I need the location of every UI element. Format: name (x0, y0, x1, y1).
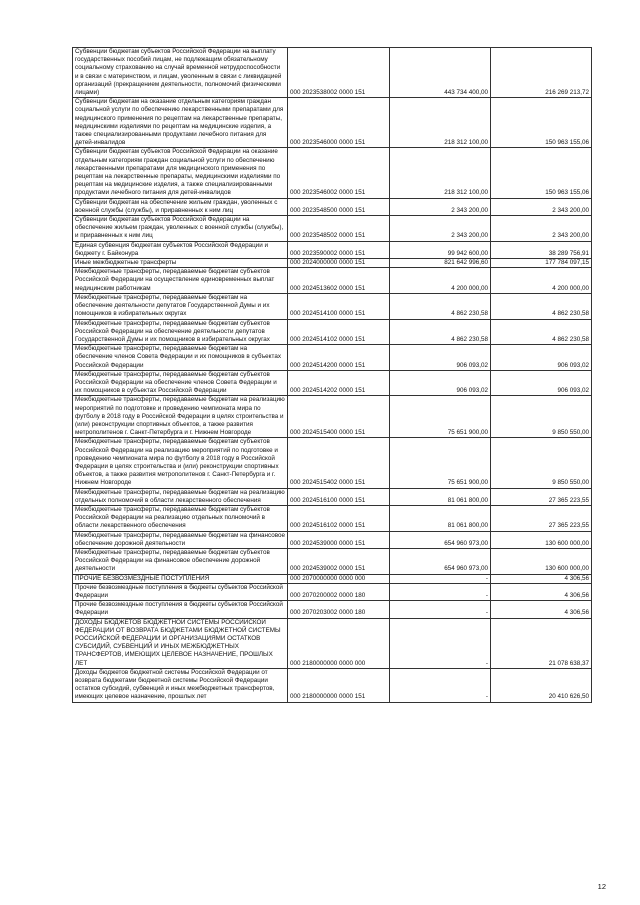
row-fact-amount-cell: 4 306,56 (491, 601, 592, 618)
row-name-cell: Субвенции бюджетам субъектов Российской Федерации на выплату государственных пособий лицам, не подлежащим обязательному социальному страхованию на случай временной нетрудоспособности и в связи с материнством, и лицам, уволенным в связи с ликвидацией организаций (прекращением деятельности, полномочий физическими лицами) (73, 48, 288, 98)
row-name-cell: Межбюджетные трансферты, передаваемые бюджетам субъектов Российской Федерации на обеспечение членов Совета Федерации и их помощников в субъектах Российской Федерации (73, 370, 288, 396)
row-plan-amount-cell: 81 061 800,00 (390, 505, 491, 531)
row-code-cell: 000 2024000000 0000 151 (288, 259, 390, 268)
row-plan-amount-cell: 2 343 200,00 (390, 216, 491, 242)
row-fact-amount-cell: 27 365 223,55 (491, 505, 592, 531)
row-fact-amount-cell: 216 269 213,72 (491, 48, 592, 98)
row-name-cell: Межбюджетные трансферты, передаваемые бюджетам субъектов Российской Федерации на осуществление единовременных выплат медицинским работникам (73, 268, 288, 294)
table-row (73, 488, 592, 505)
row-fact-amount-cell: 9 850 550,00 (491, 438, 592, 488)
table-row (73, 198, 592, 215)
row-code-cell: 000 2024514202 0000 151 (288, 370, 390, 396)
row-name-cell: Межбюджетные трансферты, передаваемые бюджетам на обеспечение членов Совета Федерации и их помощников в субъектах Российской Федерации (73, 345, 288, 371)
row-fact-amount-cell: 2 343 200,00 (491, 198, 592, 215)
row-code-cell: 000 2023546000 0000 151 (288, 98, 390, 148)
row-plan-amount-cell: 218 312 100,00 (390, 148, 491, 198)
row-fact-amount-cell: 150 963 155,06 (491, 98, 592, 148)
budget-table-container (72, 47, 591, 703)
row-fact-amount-cell: 21 078 638,37 (491, 618, 592, 668)
row-plan-amount-cell: - (390, 601, 491, 618)
row-name-cell: Субвенции бюджетам субъектов Российской Федерации на обеспечение жильем граждан, уволенных с военной службы (службы), и приравненных к ним лиц (73, 216, 288, 242)
row-name-cell: Межбюджетные трансферты, передаваемые бюджетам на реализацию отдельных полномочий в области лекарственного обеспечения (73, 488, 288, 505)
row-code-cell: 000 2024513602 0000 151 (288, 268, 390, 294)
table-row (73, 370, 592, 396)
row-plan-amount-cell: 75 651 900,00 (390, 396, 491, 438)
row-name-cell: ПРОЧИЕ БЕЗВОЗМЕЗДНЫЕ ПОСТУПЛЕНИЯ (73, 574, 288, 583)
row-plan-amount-cell: - (390, 583, 491, 600)
row-plan-amount-cell: 906 093,02 (390, 345, 491, 371)
row-plan-amount-cell: - (390, 574, 491, 583)
row-fact-amount-cell: 20 410 626,50 (491, 668, 592, 702)
row-plan-amount-cell: 4 862 230,58 (390, 319, 491, 345)
table-row (73, 241, 592, 258)
row-name-cell: Межбюджетные трансферты, передаваемые бюджетам субъектов Российской Федерации на реализацию отдельных полномочий в области лекарственного обеспечения (73, 505, 288, 531)
table-row (73, 583, 592, 600)
table-row (73, 574, 592, 583)
row-fact-amount-cell: 27 365 223,55 (491, 488, 592, 505)
row-plan-amount-cell: 218 312 100,00 (390, 98, 491, 148)
table-row (73, 668, 592, 702)
row-code-cell: 000 2024516100 0000 151 (288, 488, 390, 505)
row-code-cell: 000 2023548502 0000 151 (288, 216, 390, 242)
row-fact-amount-cell: 906 093,02 (491, 345, 592, 371)
table-row (73, 438, 592, 488)
table-row (73, 548, 592, 574)
row-code-cell: 000 2070200002 0000 180 (288, 583, 390, 600)
row-plan-amount-cell: 443 734 400,00 (390, 48, 491, 98)
row-name-cell: Межбюджетные трансферты, передаваемые бюджетам на реализацию мероприятий по подготовке и проведению чемпионата мира по футболу в 2018 году в Российской Федерации в целях строительства и (или) реконструкции спортивных объектов, а также развития метрополитенов г. Санкт-Петербурга и г. Нижнем Новгороде (73, 396, 288, 438)
row-code-cell: 000 2023548500 0000 151 (288, 198, 390, 215)
row-fact-amount-cell: 38 289 756,91 (491, 241, 592, 258)
row-name-cell: ДОХОДЫ БЮДЖЕТОВ БЮДЖЕТНОЙ СИСТЕМЫ РОССИЙСКОЙ ФЕДЕРАЦИИ ОТ ВОЗВРАТА БЮДЖЕТАМИ БЮДЖЕТНОЙ СИСТЕМЫ РОССИЙСКОЙ ФЕДЕРАЦИИ И ОРГАНИЗАЦИЯМИ ОСТАТКОВ СУБСИДИЙ, СУБВЕНЦИЙ И ИНЫХ МЕЖБЮДЖЕТНЫХ ТРАНСФЕРТОВ, ИМЕЮЩИХ ЦЕЛЕВОЕ НАЗНАЧЕНИЕ, ПРОШЛЫХ ЛЕТ (73, 618, 288, 668)
row-name-cell: Межбюджетные трансферты, передаваемые бюджетам субъектов Российской Федерации на реализацию мероприятий по подготовке и проведению чемпионата мира по футболу в 2018 году в Российской Федерации в целях строительства и (или) реконструкции спортивных объектов, а также развития метрополитенов г. Санкт-Петербурга и г. Нижнем Новгороде (73, 438, 288, 488)
table-row (73, 396, 592, 438)
row-fact-amount-cell: 4 306,56 (491, 583, 592, 600)
table-row (73, 293, 592, 319)
row-fact-amount-cell: 177 784 097,15 (491, 259, 592, 268)
table-row (73, 531, 592, 548)
row-fact-amount-cell: 150 963 155,06 (491, 148, 592, 198)
page-number: 12 (597, 882, 606, 891)
row-code-cell: 000 2024514100 0000 151 (288, 293, 390, 319)
row-name-cell: Прочие безвозмездные поступления в бюджеты субъектов Российской Федерации (73, 601, 288, 618)
table-row (73, 601, 592, 618)
table-row (73, 98, 592, 148)
row-name-cell: Иные межбюджетные трансферты (73, 259, 288, 268)
row-plan-amount-cell: 99 942 600,00 (390, 241, 491, 258)
row-code-cell: 000 2024516102 0000 151 (288, 505, 390, 531)
row-fact-amount-cell: 4 862 230,58 (491, 319, 592, 345)
row-plan-amount-cell: - (390, 668, 491, 702)
table-row (73, 319, 592, 345)
row-name-cell: Единая субвенция бюджетам субъектов Российской Федерации и бюджету г. Байконура (73, 241, 288, 258)
row-name-cell: Прочие безвозмездные поступления в бюджеты субъектов Российской Федерации (73, 583, 288, 600)
row-fact-amount-cell: 906 093,02 (491, 370, 592, 396)
row-code-cell: 000 2023590002 0000 151 (288, 241, 390, 258)
row-name-cell: Межбюджетные трансферты, передаваемые бюджетам на обеспечение деятельности депутатов Государственной Думы и их помощников в избирательных округах (73, 293, 288, 319)
row-name-cell: Субвенции бюджетам на обеспечение жильем граждан, уволенных с военной службы (службы), и приравненных к ним лиц (73, 198, 288, 215)
row-code-cell: 000 2070203002 0000 180 (288, 601, 390, 618)
row-plan-amount-cell: 821 642 996,60 (390, 259, 491, 268)
row-name-cell: Межбюджетные трансферты, передаваемые бюджетам субъектов Российской Федерации на финансовое обеспечение дорожной деятельности (73, 548, 288, 574)
table-row (73, 268, 592, 294)
row-code-cell: 000 2180000000 0000 000 (288, 618, 390, 668)
row-plan-amount-cell: 2 343 200,00 (390, 198, 491, 215)
row-code-cell: 000 2024514102 0000 151 (288, 319, 390, 345)
row-name-cell: Межбюджетные трансферты, передаваемые бюджетам на финансовое обеспечение дорожной деятельности (73, 531, 288, 548)
table-row (73, 216, 592, 242)
row-plan-amount-cell: 654 960 973,00 (390, 531, 491, 548)
row-plan-amount-cell: 4 862 230,58 (390, 293, 491, 319)
row-fact-amount-cell: 4 306,56 (491, 574, 592, 583)
row-code-cell: 000 2180000000 0000 151 (288, 668, 390, 702)
table-row (73, 259, 592, 268)
row-fact-amount-cell: 4 862 230,58 (491, 293, 592, 319)
table-row (73, 48, 592, 98)
row-plan-amount-cell: 654 960 973,00 (390, 548, 491, 574)
row-code-cell: 000 2024539002 0000 151 (288, 548, 390, 574)
row-fact-amount-cell: 4 200 000,00 (491, 268, 592, 294)
budget-revenue-table (72, 47, 592, 703)
row-code-cell: 000 2070000000 0000 000 (288, 574, 390, 583)
row-name-cell: Межбюджетные трансферты, передаваемые бюджетам субъектов Российской Федерации на обеспечение деятельности депутатов Государственной Думы и их помощников в избирательных округах (73, 319, 288, 345)
row-plan-amount-cell: 81 061 800,00 (390, 488, 491, 505)
row-plan-amount-cell: 906 093,02 (390, 370, 491, 396)
row-fact-amount-cell: 130 600 000,00 (491, 531, 592, 548)
row-code-cell: 000 2024539000 0000 151 (288, 531, 390, 548)
row-fact-amount-cell: 130 600 000,00 (491, 548, 592, 574)
row-code-cell: 000 2023546002 0000 151 (288, 148, 390, 198)
row-plan-amount-cell: 75 651 900,00 (390, 438, 491, 488)
row-fact-amount-cell: 9 850 550,00 (491, 396, 592, 438)
row-code-cell: 000 2023538002 0000 151 (288, 48, 390, 98)
row-code-cell: 000 2024515400 0000 151 (288, 396, 390, 438)
row-name-cell: Доходы бюджетов бюджетной системы Российской Федерации от возврата бюджетами бюджетной системы Российской Федерации остатков субсидий, субвенций и иных межбюджетных трансфертов, имеющих целевое назначение, прошлых лет (73, 668, 288, 702)
row-plan-amount-cell: - (390, 618, 491, 668)
table-row (73, 505, 592, 531)
row-name-cell: Субвенции бюджетам субъектов Российской Федерации на оказание отдельным категориям граждан социальной услуги по обеспечению лекарственными препаратами для медицинского применения по рецептам на лекарственные препараты, медицинскими изделиями по рецептам на медицинские изделия, а также специализированными продуктами лечебного питания для детей-инвалидов (73, 148, 288, 198)
table-body (73, 48, 592, 703)
row-code-cell: 000 2024514200 0000 151 (288, 345, 390, 371)
row-fact-amount-cell: 2 343 200,00 (491, 216, 592, 242)
row-code-cell: 000 2024515402 0000 151 (288, 438, 390, 488)
row-plan-amount-cell: 4 200 000,00 (390, 268, 491, 294)
row-name-cell: Субвенции бюджетам на оказание отдельным категориям граждан социальной услуги по обеспечению лекарственными препаратами для медицинского применения по рецептам на лекарственные препараты, медицинскими изделиями по рецептам на медицинские изделия, а также специализированными продуктами лечебного питания для детей-инвалидов (73, 98, 288, 148)
table-row (73, 618, 592, 668)
table-row (73, 345, 592, 371)
table-row (73, 148, 592, 198)
